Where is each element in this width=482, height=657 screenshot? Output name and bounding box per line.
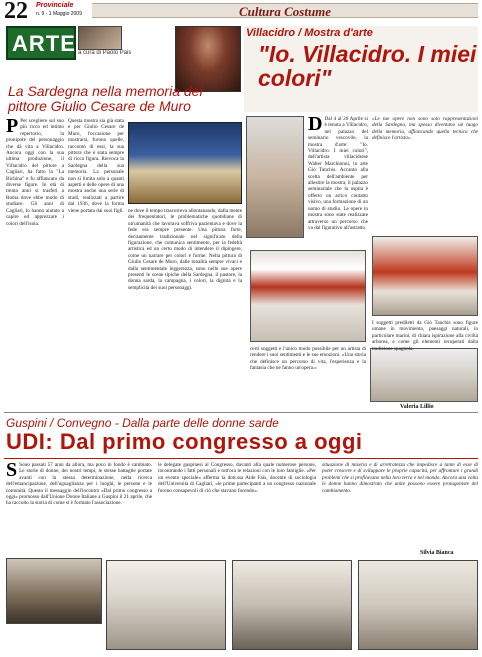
photo-exhibit-detail bbox=[370, 348, 478, 402]
left-col-3-text: ne dove il tempo trascorreva allontanando, dalla mente dei frequentatori, le problematiche quotidiane di un'umanità che lavorava soffriva pazientava e dove la fede era sempre presente. Una pittura forte, decisamente tradizionale nel significato della figurazione, che comunica sentimento, per la fedeltà artistica ed un certo modo di intendere il dipingere, come un narrare per colori e forme. Nella pittura di Giulio Cesare de Muro, dalle tonalità sempre vivaci e dalla sentimentale leggerezza, sono nelle sue opere presenti le scene tipiche della Sardegna, il pastore, la donna sarda, la campagna, i colori, la dignità e la semplicità dei suoi personaggi. bbox=[128, 208, 242, 291]
dropcap-s: S bbox=[6, 459, 18, 481]
lower-col-3-text: situazione di miseria e di arretratezza che impedisce a tante di esse di poter crescere e di sviluppare le proprie capacità, per affrontare i grandi problemi che si profilavano nella loro terra e nel mondo. Ancora una volta le donne hanno dimostrato che unite possono essere protagoniste del cambiamento. bbox=[322, 462, 478, 494]
photo-exhibit-room bbox=[372, 236, 478, 316]
section-title: Cultura Costume bbox=[238, 4, 332, 19]
photo-congress-4 bbox=[358, 560, 478, 650]
right-col-2-text: certi soggetti e l'unico modo possibile per un artista di rendere i suoi sentimenti e le sue emozioni. «Una storia che definisce un percorso di vita, l'esperienza e la fantasia che ne fanno un'opera.» bbox=[250, 346, 366, 372]
lower-kicker: Guspini / Convegno - Dalla parte delle donne sarde bbox=[6, 416, 279, 430]
lower-title: UDI: Dal primo congresso a oggi bbox=[6, 429, 363, 454]
photo-congress-3 bbox=[232, 560, 352, 650]
dropcap-d: D bbox=[308, 113, 323, 135]
right-col-1b bbox=[372, 116, 478, 232]
brand-name: Provinciale bbox=[36, 2, 74, 9]
lower-col-3 bbox=[322, 462, 478, 548]
left-col-1 bbox=[6, 115, 64, 408]
photo-exhibit-figure bbox=[246, 116, 304, 238]
arte-rubric-box bbox=[6, 26, 76, 60]
issue-date: n. 9 - 1 Maggio 2009 bbox=[36, 11, 82, 17]
right-col-2 bbox=[250, 346, 366, 408]
right-col-1-text: Dal 4 al 26 Aprile si è tenuta a Villacidro, nel palazzo del seminario vescovile, la mostra d'arte: "Io. Villacidro. I miei colori", dell'artista villacidrese Walter Marchionni, in arte Giò Tanchis. Accanto alla scelta dell'ambiente per allestire la mostra, il palazzo seminariale che la ospita è offerto un arrico contatto visivo, una formazione di un uomo di studio. Le opere in mostra sono state realizzate attraverso un percorso che va dal figurativo all'astratto. bbox=[308, 116, 368, 231]
author-portrait bbox=[78, 26, 122, 50]
left-col-1-text: Per scegliere sul suo più ricco ed intimo repertorio, la pronipote del personaggio che dà vita a Villacidro. Ancora oggi con la sua ultima produzione, il Villacidro del pittore a Cagliari, ha fatto la "La Bichina" e fu affiancato da diverse figure. In età di trenta anni si trasferì a Roma dove ebbe modo di studiare. Gli anni di Cagliari, lo hanno aiutato a capire ed apprezzare i colori dell'isola. bbox=[6, 118, 64, 227]
right-kicker: Villacidro / Mostra d'arte bbox=[246, 27, 373, 39]
lower-col-2 bbox=[158, 462, 316, 556]
photo-sardinian-painting bbox=[128, 122, 242, 204]
right-col-3-text: I soggetti prediletti da Giò Tanchis sono figure umane in movimento, paesaggi naturali, in particolare marini, di chiara ispirazione alla civiltà arborea, e come gli elementi recuperati dalla tradizione spagnola. bbox=[372, 320, 478, 352]
section-bar bbox=[92, 3, 478, 18]
right-col-1-italic: «Le tue opere non sono solo rappresentazioni della Sardegna, ma spesso diventano un luogo della memoria, affiancando quella tecnica che definisce l'artista». bbox=[372, 116, 478, 142]
lower-col-1 bbox=[6, 459, 152, 556]
lower-col-2-text: le delegate guspinesi al Congresso, davanti alla quale numerose persone, incontrando i fatti personali e tutt'ora le relazioni con le loro famiglie. «Per un evento speciale» afferma la dott.ssa Aide Fais, docente di sociologia dell'Università di Cagliari, «le prime partecipanti a un congresso nazionale furono consapevoli di ciò che stavano facendo». bbox=[158, 462, 316, 494]
left-col-2 bbox=[68, 118, 124, 408]
left-col-3 bbox=[128, 208, 242, 408]
left-col-2-text: Questa mostra sia già stata e per Giulio Cesare de Muro, l'occasione per mostrarsi, furono quelle, raccontò di essi, la sua pittura che è stata sempre di ricca figura. Rievoca la Sardegna della sua memoria. La personale non si limita solo a quanti aspetti e delle opere di una mostra anche una serie di studi, realizzati a partire dal 1936, dove la forma viene portata dai suoi figli. bbox=[68, 118, 124, 214]
right-col-3 bbox=[372, 320, 478, 352]
section-divider bbox=[4, 412, 478, 413]
photo-congress-2 bbox=[106, 560, 226, 650]
right-title: "Io. Villacidro. I miei colori" bbox=[258, 41, 477, 91]
arte-rubric-label: ARTE bbox=[12, 31, 76, 56]
lower-col-1-text: Sono passati 57 anni da allora, ma poco in fondo è cambiato. Le storie di donne, dei nostri tempi, le stesse battaglie portate avanti con la stessa determinazione, nella ricerca dell'emancipazione, dell'uguaglianza per i luoghi, le persone e le comunità. Questo il messaggio dell'incontro «Dal primo congresso a oggi» promosso dall'Unione Donne Italiane a Guspini il 21 aprile, che ha raccolto la storia di come si è formato l'associazione. bbox=[6, 462, 152, 507]
rubric-author: a cura di Paolo Pais bbox=[78, 50, 132, 56]
right-col-1 bbox=[308, 113, 368, 248]
lower-signature: Silvia Bianca bbox=[420, 550, 454, 556]
photo-congress-1 bbox=[6, 558, 102, 624]
photo-exhibit-wall bbox=[250, 250, 366, 342]
left-headline: La Sardegna nella memoria del pittore Giulio Cesare de Muro bbox=[8, 83, 203, 114]
page-number: 22 bbox=[4, 0, 28, 24]
lower-rule bbox=[4, 458, 478, 459]
masthead bbox=[0, 0, 482, 22]
right-signature: Valeria Lillio bbox=[400, 404, 434, 410]
dropcap: P bbox=[6, 115, 19, 137]
